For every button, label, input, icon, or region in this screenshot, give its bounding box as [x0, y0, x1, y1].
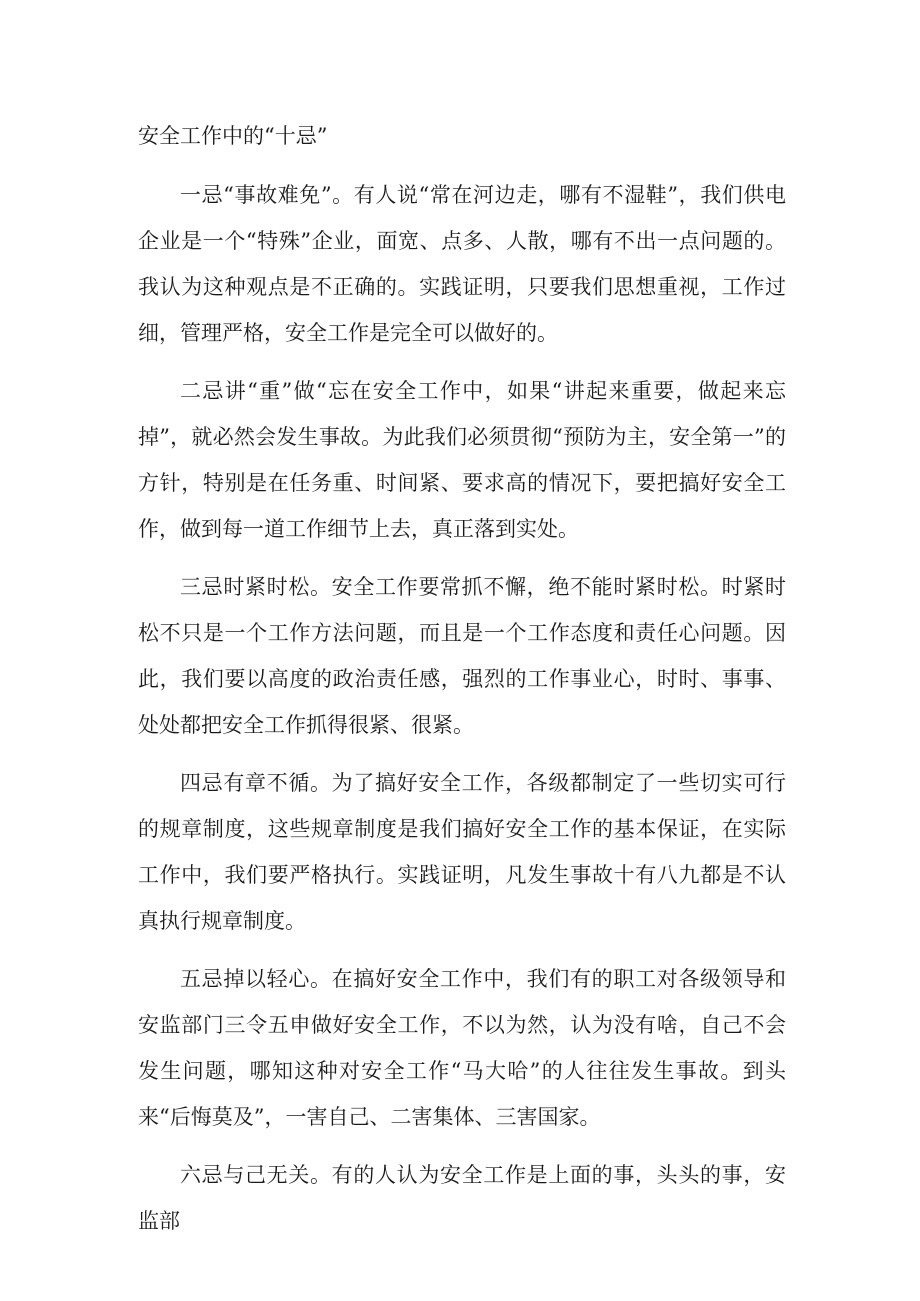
document-body: [138, 118, 786, 1244]
paragraph-six: 六忌与己无关。有的人认为安全工作是上面的事，头头的事，安监部: [138, 1163, 786, 1233]
paragraph-one: 一忌“事故难免”。有人说“常在河边走，哪有不湿鞋”，我们供电企业是一个“特殊”企业，面宽、点多、人散，哪有不出一点问题的。我认为这种观点是不正确的。实践证明，只要我们思想重视，工作过细，管理严格，安全工作是完全可以做好的。: [138, 183, 786, 345]
document-title: 安全工作中的“十忌”: [138, 124, 328, 148]
paragraph-two: 二忌讲“重”做“忘在安全工作中，如果“讲起来重要，做起来忘掉”，就必然会发生事故。为此我们必须贯彻“预防为主，安全第一”的方针，特别是在任务重、时间紧、要求高的情况下，要把搞好安全工作，做到每一道工作细节上去，真正落到实处。: [138, 379, 786, 541]
paragraph-five: 五忌掉以轻心。在搞好安全工作中，我们有的职工对各级领导和安监部门三令五申做好安全工作，不以为然，认为没有啥，自己不会发生问题，哪知这种对安全工作“马大哈”的人往往发生事故。到头来“后悔莫及”，一害自己、二害集体、三害国家。: [138, 967, 786, 1129]
paragraph-three: 三忌时紧时松。安全工作要常抓不懈，绝不能时紧时松。时紧时松不只是一个工作方法问题，而且是一个工作态度和责任心问题。因此，我们要以高度的政治责任感，强烈的工作事业心，时时、事事、处处都把安全工作抓得很紧、很紧。: [138, 575, 786, 737]
paragraph-four: 四忌有章不循。为了搞好安全工作，各级都制定了一些切实可行的规章制度，这些规章制度是我们搞好安全工作的基本保证，在实际工作中，我们要严格执行。实践证明，凡发生事故十有八九都是不认真执行规章制度。: [138, 771, 786, 933]
